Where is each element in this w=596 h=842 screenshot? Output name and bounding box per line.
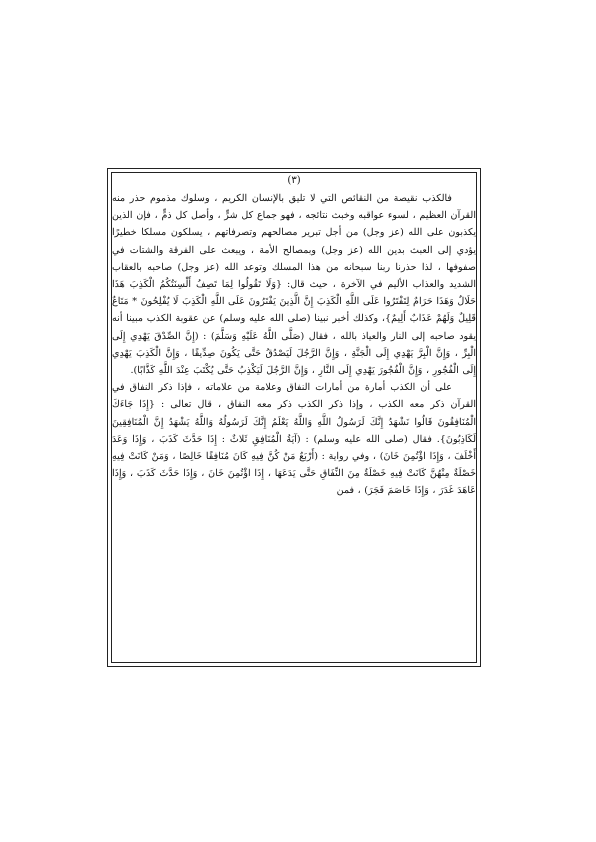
paragraph-lying-hypocrisy: على أن الكذب أمارة من أمارات النفاق وعلامة من علاماته ، فإذا ذكر النفاق في القرآن ذكر معه الكذب ، وإذا ذكر الكذب ذكر معه النفاق ، قال تعالى : {إِذَا جَاءَكَ الْمُنَافِقُونَ قَالُوا نَشْهَدُ إِنَّكَ لَرَسُولُ اللَّهِ وَاللَّهُ يَعْلَمُ إِنَّكَ لَرَسُولُهُ وَاللَّهُ يَشْهَدُ إِنَّ الْمُنَافِقِينَ لَكَاذِبُونَ}. فقال (صلى الله عليه وسلم) : (آيَةُ الْمُنَافِقِ ثَلاثٌ : إِذَا حَدَّثَ كَذَبَ ، وَإِذَا وَعَدَ أَخْلَفَ ، وَإِذَا اؤْتُمِنَ خَانَ) ، وفي رواية : (أَرْبَعٌ مَنْ كُنَّ فِيهِ كَانَ مُنَافِقًا خَالِصًا ، وَمَنْ كَانَتْ فِيهِ خَصْلَةٌ مِنْهُنَّ كَانَتْ فِيهِ خَصْلَةٌ مِنَ النِّفَاقِ حَتَّى يَدَعَهَا ، إِذَا اؤْتُمِنَ خَانَ ، وَإِذَا حَدَّثَ كَذَبَ ، وَإِذَا عَاهَدَ غَدَرَ ، وَإِذَا خَاصَمَ فَجَرَ) ، فمن <box>112 382 476 497</box>
page-content <box>112 174 476 662</box>
page-number: (٣) <box>287 175 301 186</box>
paragraph-lying-condemnation: فالكذب نقيصة من النقائص التي لا تليق بالإنسان الكريم ، وسلوك مذموم حذر منه القرآن العظيم ، لسوء عواقبه وخبث نتائجه ، فهو جماع كل شرٍّ ، وأصل كل ذمٍّ ، فإن الذين يكذبون على الله (عز وجل) من أجل تبرير مصالحهم وتصرفاتهم ، يسلكون مسلكا خطيرًا يؤدي إلى العبث بدين الله (عز وجل) وبمصالح الأمة ، ويبعث على الفرقة والشتات في صفوفها ، لذا حذرنا ربنا سبحانه من هذا المسلك وتوعد الله (عز وجل) صاحبه بالعقاب الشديد والعذاب الأليم في الآخرة ، حيث قال: {وَلَا تَقُولُوا لِمَا تَصِفُ أَلْسِنَتُكُمُ الْكَذِبَ هَذَا حَلَالٌ وَهَذَا حَرَامٌ لِتَفْتَرُوا عَلَى اللَّهِ الْكَذِبَ إِنَّ الَّذِينَ يَفْتَرُونَ عَلَى اللَّهِ الْكَذِبَ لَا يُفْلِحُونَ * مَتَاعٌ قَلِيلٌ وَلَهُمْ عَذَابٌ أَلِيمٌ}، وكذلك أخبر نبينا (صلى الله عليه وسلم) عن عقوبة الكذب مبينا أنه يقود صاحبه إلى النار والعياذ بالله ، فقال (صَلَّى اللَّهُ عَلَيْهِ وَسَلَّمَ) : (إِنَّ الصِّدْقَ يَهْدِي إِلَى الْبِرِّ ، وَإِنَّ الْبِرَّ يَهْدِي إِلَى الْجَنَّةِ ، وَإِنَّ الرَّجُلَ لَيَصْدُقُ حَتَّى يَكُونَ صِدِّيقًا ، وَإِنَّ الْكَذِبَ يَهْدِي إِلَى الْفُجُورِ ، وَإِنَّ الْفُجُورَ يَهْدِي إِلَى النَّارِ ، وَإِنَّ الرَّجُلَ لَيَكْذِبُ حَتَّى يُكْتَبَ عِنْدَ اللَّهِ كَذَّابًا). <box>112 193 476 377</box>
